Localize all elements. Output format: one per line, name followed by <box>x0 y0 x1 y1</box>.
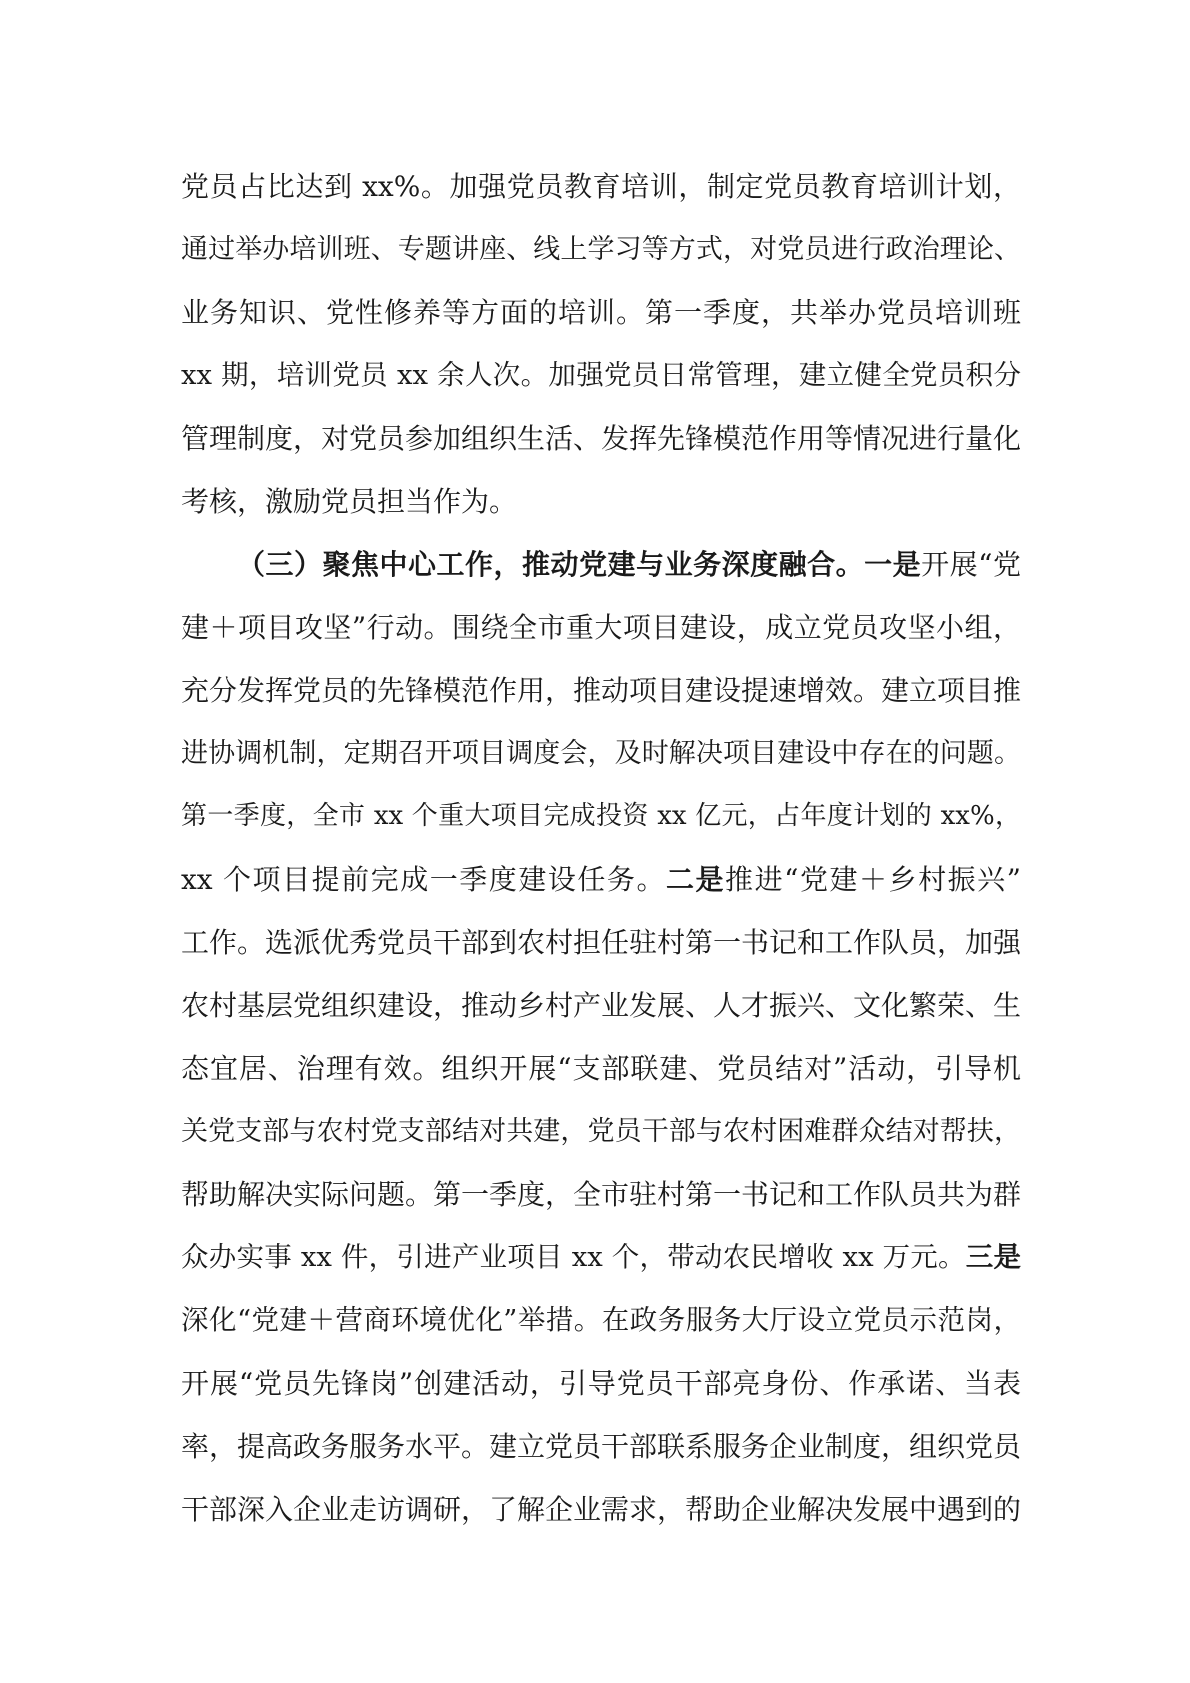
text-segment: 开展“党 <box>921 548 1021 581</box>
text-segment: 管理制度，对党员参加组织生活、发挥先锋模范作用等情况进行量化 <box>181 422 1022 455</box>
text-segment: 建＋项目攻坚”行动。围绕全市重大项目建设，成立党员攻坚小组， <box>181 611 1021 644</box>
text-segment: 推进“党建＋乡村振兴” <box>725 863 1021 896</box>
paragraph-line <box>181 1415 1021 1478</box>
paragraph-line <box>181 218 1021 281</box>
paragraph-line <box>181 281 1021 344</box>
text-segment: 业务知识、党性修养等方面的培训。第一季度，共举办党员培训班 <box>181 296 1021 329</box>
text-segment: 众办实事 xx 件，引进产业项目 xx 个，带动农民增收 xx 万元。 <box>181 1241 966 1273</box>
paragraph-line <box>181 407 1021 470</box>
text-segment: 通过举办培训班、专题讲座、线上学习等方式，对党员进行政治理论、 <box>181 234 1021 265</box>
paragraph-line <box>181 1100 1021 1163</box>
paragraph-line <box>181 848 1021 911</box>
paragraph-line <box>181 155 1021 218</box>
text-segment: 干部深入企业走访调研，了解企业需求，帮助企业解决发展中遇到的 <box>181 1493 1022 1526</box>
bold-text-segment: 三是 <box>965 1241 1021 1273</box>
paragraph-line <box>181 1037 1021 1100</box>
text-segment: 深化“党建＋营商环境优化”举措。在政务服务大厅设立党员示范岗， <box>181 1304 1021 1336</box>
paragraph-line <box>181 911 1021 974</box>
paragraph-line <box>181 344 1021 407</box>
text-segment: 考核，激励党员担当作为。 <box>181 485 518 518</box>
paragraph-line <box>181 974 1021 1037</box>
text-segment: 率，提高政务服务水平。建立党员干部联系服务企业制度，组织党员 <box>181 1430 1022 1463</box>
text-segment: 态宜居、治理有效。组织开展“支部联建、党员结对”活动，引导机 <box>181 1052 1021 1085</box>
bold-text-segment: 一是 <box>864 548 922 581</box>
paragraph-line <box>181 785 1021 848</box>
paragraph-line <box>181 1478 1021 1541</box>
text-segment: 进协调机制，定期召开项目调度会，及时解决项目建设中存在的问题。 <box>181 738 1021 769</box>
bold-text-segment: （三）聚焦中心工作，推动党建与业务深度融合。 <box>237 548 865 581</box>
text-segment: 工作。选派优秀党员干部到农村担任驻村第一书记和工作队员，加强 <box>181 926 1022 959</box>
text-segment: 开展“党员先锋岗”创建活动，引导党员干部亮身份、作承诺、当表 <box>181 1367 1021 1400</box>
paragraph-line <box>181 470 1021 533</box>
paragraph-line <box>181 722 1021 785</box>
paragraph-line <box>181 1289 1021 1352</box>
text-segment: xx 期，培训党员 xx 余人次。加强党员日常管理，建立健全党员积分 <box>181 359 1021 391</box>
text-segment: 帮助解决实际问题。第一季度，全市驻村第一书记和工作队员共为群 <box>181 1178 1022 1211</box>
document-body <box>181 155 1021 1541</box>
section-heading-line <box>181 533 1021 596</box>
text-segment: xx 个项目提前完成一季度建设任务。 <box>181 863 666 896</box>
paragraph-line <box>181 659 1021 722</box>
text-segment: 关党支部与农村党支部结对共建，党员干部与农村困难群众结对帮扶， <box>181 1116 1021 1147</box>
paragraph-line <box>181 596 1021 659</box>
paragraph-line <box>181 1226 1021 1289</box>
text-segment: 充分发挥党员的先锋模范作用，推动项目建设提速增效。建立项目推 <box>181 674 1022 707</box>
paragraph-line <box>181 1163 1021 1226</box>
text-segment: 第一季度，全市 xx 个重大项目完成投资 xx 亿元，占年度计划的 xx%， <box>181 801 1021 831</box>
bold-text-segment: 二是 <box>665 863 726 896</box>
text-segment: 党员占比达到 xx%。加强党员教育培训，制定党员教育培训计划， <box>181 170 1021 203</box>
text-segment: 农村基层党组织建设，推动乡村产业发展、人才振兴、文化繁荣、生 <box>181 989 1022 1022</box>
paragraph-line <box>181 1352 1021 1415</box>
